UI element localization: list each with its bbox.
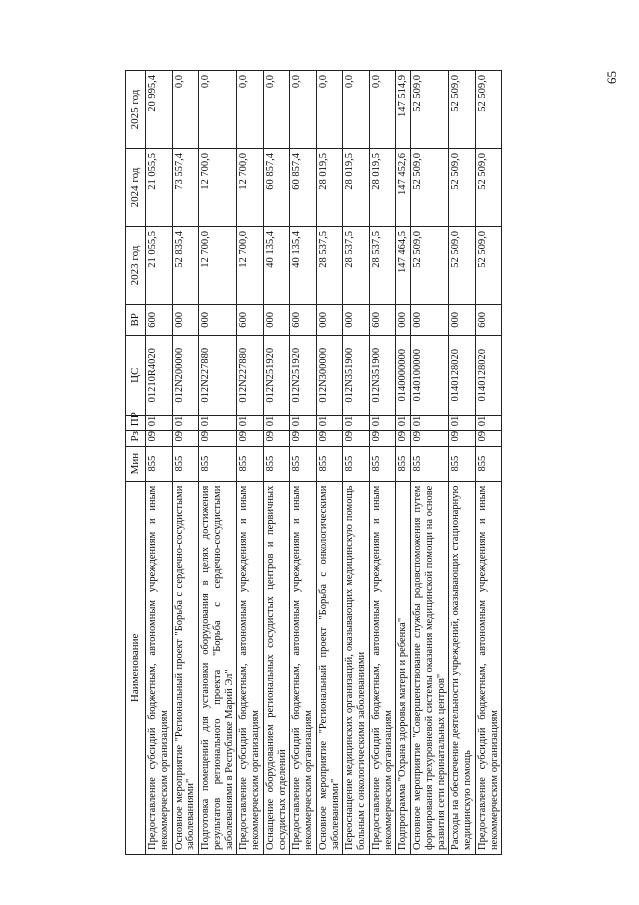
table-row [263,71,290,855]
cell-2024: 12 700,0 [199,149,237,227]
table-row [199,71,237,855]
header-cs: ЦС [126,335,146,415]
cell-min: 855 [146,446,173,481]
cell-2024: 73 557,4 [172,149,199,227]
cell-2025: 20 995,4 [146,71,173,149]
cell-name: Оснащение оборудованием региональных сосудистых центров и первичных сосудистых отделений [263,481,290,854]
table-row [369,71,396,855]
header-min: Мин [126,446,146,481]
cell-rz: 09 [316,431,343,446]
cell-2024: 12 700,0 [237,149,264,227]
cell-cs: 0140128020 [475,335,502,415]
cell-name: Основное мероприятие "Региональный проект "Борьба с онкологическими заболеваниями" [316,481,343,854]
cell-name: Подпрограмма "Охрана здоровья матери и ребенка" [396,481,411,854]
cell-name: Предоставление субсидий бюджетным, автономным учреждениям и иным некоммерческим организациям [146,481,173,854]
cell-rz: 09 [369,431,396,446]
header-name: Наименование [126,481,146,854]
table-row [475,71,502,855]
cell-2023: 52 509,0 [475,226,502,304]
cell-rz: 09 [290,431,317,446]
cell-2025: 0,0 [290,71,317,149]
cell-2023: 12 700,0 [199,226,237,304]
cell-vr: 000 [263,304,290,335]
cell-min: 855 [396,446,411,481]
cell-pr: 01 [199,415,237,430]
cell-2025: 52 509,0 [475,71,502,149]
cell-2023: 28 537,5 [316,226,343,304]
cell-2024: 60 857,4 [263,149,290,227]
cell-2025: 0,0 [369,71,396,149]
cell-rz: 09 [146,431,173,446]
cell-2023: 21 055,5 [146,226,173,304]
cell-2025: 147 514,9 [396,71,411,149]
cell-2024: 52 509,0 [475,149,502,227]
cell-vr: 000 [172,304,199,335]
cell-pr: 01 [290,415,317,430]
cell-name: Предоставление субсидий бюджетным, автономным учреждениям и иным некоммерческим организациям [237,481,264,854]
cell-2023: 12 700,0 [237,226,264,304]
cell-vr: 000 [199,304,237,335]
cell-rz: 09 [449,431,476,446]
table-row [237,71,264,855]
cell-cs: 012N227880 [199,335,237,415]
cell-name: Предоставление субсидий бюджетным, автономным учреждениям и иным некоммерческим организациям [475,481,502,854]
cell-2024: 52 509,0 [449,149,476,227]
cell-cs: 012N200000 [172,335,199,415]
cell-min: 855 [449,446,476,481]
cell-vr: 600 [290,304,317,335]
cell-name: Переоснащение медицинских организаций, оказывающих медицинскую помощь больным с онкологическими заболеваниями [343,481,370,854]
cell-rz: 09 [396,431,411,446]
cell-rz: 09 [199,431,237,446]
table-row [290,71,317,855]
table-row [411,71,449,855]
cell-rz: 09 [343,431,370,446]
cell-cs: 012N351900 [369,335,396,415]
cell-vr: 600 [237,304,264,335]
cell-2024: 28 019,5 [343,149,370,227]
cell-min: 855 [199,446,237,481]
cell-rz: 09 [237,431,264,446]
cell-2023: 40 135,4 [290,226,317,304]
header-2023: 2023 год [126,226,146,304]
cell-name: Расходы на обеспечение деятельности учреждений, оказывающих стационарную медицинскую помощь [449,481,476,854]
cell-2023: 52 509,0 [449,226,476,304]
table-row [396,71,411,855]
cell-min: 855 [343,446,370,481]
cell-vr: 000 [316,304,343,335]
cell-cs: 012N351900 [343,335,370,415]
cell-vr: 000 [411,304,449,335]
cell-2025: 52 509,0 [449,71,476,149]
cell-2024: 147 452,6 [396,149,411,227]
cell-2025: 0,0 [199,71,237,149]
cell-name: Основное мероприятие "Совершенствование службы родовспоможения путем формирования трехуровневой системы оказания медицинской помощи на основе развития сети перинатальных центров" [411,481,449,854]
cell-2025: 0,0 [263,71,290,149]
cell-pr: 01 [237,415,264,430]
cell-vr: 600 [369,304,396,335]
cell-2023: 52 835,4 [172,226,199,304]
cell-vr: 000 [396,304,411,335]
cell-2023: 28 537,5 [369,226,396,304]
cell-pr: 01 [263,415,290,430]
cell-name: Подготовка помещений для установки оборудования в целях достижения результатов регионального проекта "Борьба с сердечно-сосудистыми заболеваниями в Республике Марий Эл" [199,481,237,854]
cell-vr: 000 [449,304,476,335]
cell-pr: 01 [172,415,199,430]
cell-2023: 52 509,0 [411,226,449,304]
cell-pr: 01 [475,415,502,430]
cell-name: Основное мероприятие "Региональный проект "Борьба с сердечно-сосудистыми заболеваниями" [172,481,199,854]
cell-min: 855 [290,446,317,481]
header-2025: 2025 год [126,71,146,149]
cell-pr: 01 [449,415,476,430]
cell-cs: 012N251920 [290,335,317,415]
cell-min: 855 [369,446,396,481]
cell-vr: 000 [343,304,370,335]
cell-2023: 28 537,5 [343,226,370,304]
table-row [146,71,173,855]
cell-vr: 600 [146,304,173,335]
cell-cs: 0140000000 [396,335,411,415]
cell-vr: 600 [475,304,502,335]
cell-cs: 0140100000 [411,335,449,415]
cell-2025: 0,0 [237,71,264,149]
cell-2023: 147 464,5 [396,226,411,304]
table-row [343,71,370,855]
header-pr: ПР [126,415,146,430]
table-header-row [126,71,146,855]
cell-pr: 01 [316,415,343,430]
cell-pr: 01 [146,415,173,430]
cell-min: 855 [411,446,449,481]
cell-2025: 0,0 [172,71,199,149]
cell-pr: 01 [369,415,396,430]
cell-2025: 52 509,0 [411,71,449,149]
cell-min: 855 [263,446,290,481]
cell-2024: 28 019,5 [369,149,396,227]
cell-cs: 0140128020 [449,335,476,415]
cell-min: 855 [172,446,199,481]
cell-2024: 28 019,5 [316,149,343,227]
cell-pr: 01 [411,415,449,430]
header-2024: 2024 год [126,149,146,227]
cell-rz: 09 [411,431,449,446]
cell-2025: 0,0 [343,71,370,149]
cell-2023: 40 135,4 [263,226,290,304]
table-row [172,71,199,855]
cell-2024: 60 857,4 [290,149,317,227]
cell-min: 855 [475,446,502,481]
cell-name: Предоставление субсидий бюджетным, автономным учреждениям и иным некоммерческим организациям [369,481,396,854]
cell-2024: 52 509,0 [411,149,449,227]
cell-rz: 09 [263,431,290,446]
cell-cs: 01210R4020 [146,335,173,415]
cell-pr: 01 [343,415,370,430]
header-rz: Рз [126,431,146,446]
cell-rz: 09 [475,431,502,446]
cell-cs: 012N251920 [263,335,290,415]
table-body [146,71,502,855]
cell-2024: 21 055,5 [146,149,173,227]
cell-cs: 012N300000 [316,335,343,415]
cell-name: Предоставление субсидий бюджетным, автономным учреждениям и иным некоммерческим организациям [290,481,317,854]
cell-pr: 01 [396,415,411,430]
page-number: 65 [604,71,619,84]
cell-cs: 012N227880 [237,335,264,415]
budget-table-container [125,70,568,855]
table-row [449,71,476,855]
cell-min: 855 [316,446,343,481]
cell-2025: 0,0 [316,71,343,149]
cell-rz: 09 [172,431,199,446]
budget-table [125,70,502,855]
header-vr: ВР [126,304,146,335]
table-row [316,71,343,855]
cell-min: 855 [237,446,264,481]
